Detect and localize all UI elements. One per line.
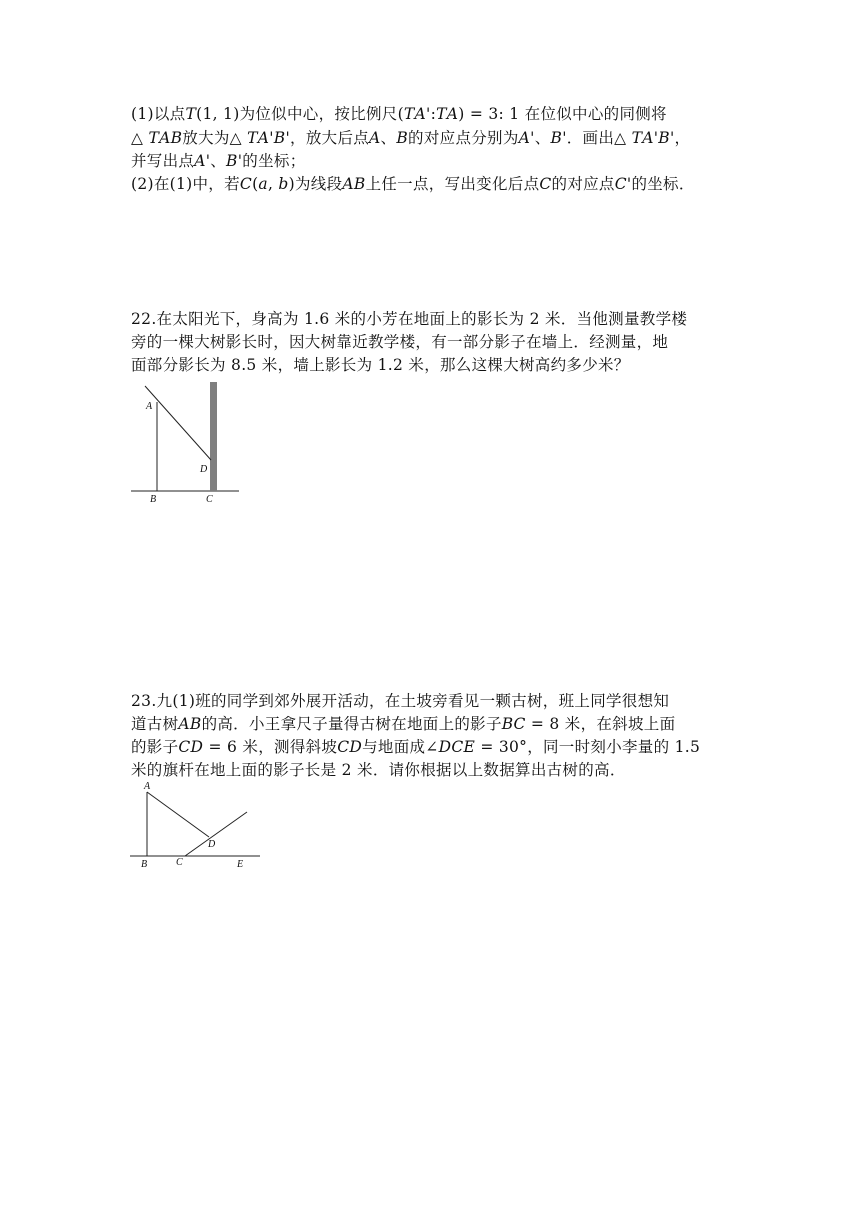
q22-wall: [210, 382, 217, 491]
q23-line-2: 道古树𝐴𝐵的高．小王拿尺子量得古树在地面上的影子𝐵𝐶 = 8 米，在斜坡上面: [131, 715, 676, 733]
q22-label-a: A: [146, 401, 153, 412]
q23-label-d: D: [208, 839, 216, 850]
q23-label-c: C: [176, 857, 183, 868]
q22-label-d: D: [200, 464, 208, 475]
q23-figure: [125, 780, 265, 872]
q23-line-4: 米的旗杆在地上面的影子长是 2 米．请你根据以上数据算出古树的高．: [131, 761, 626, 779]
q21-line-3: 并写出点𝐴'、𝐵'的坐标；: [131, 152, 306, 170]
q21-line-1: (1)以点𝑇(1, 1)为位似中心，按比例尺(𝑇𝐴':𝑇𝐴) = 3: 1 在位似中心的同侧将: [131, 105, 667, 123]
q22-label-c: C: [206, 494, 213, 505]
q23-sun-ray: [147, 792, 209, 837]
q23-label-b: B: [141, 859, 148, 870]
q23-label-e: E: [237, 859, 244, 870]
q22-line-1: 22.在太阳光下，身高为 1.6 米的小芳在地面上的影长为 2 米．当他测量教学楼: [131, 310, 688, 328]
q23-line-3: 的影子𝐶𝐷 = 6 米，测得斜坡𝐶𝐷与地面成∠𝐷𝐶𝐸 = 30°，同一时刻小李量的 1.5: [131, 738, 701, 756]
q22-line-3: 面部分影长为 8.5 米，墙上影长为 1.2 米，那么这棵大树高约多少米？: [131, 356, 630, 374]
q22-figure: [125, 380, 245, 510]
q23-line-1: 23.九(1)班的同学到郊外展开活动，在土坡旁看见一颗古树，班上同学很想知: [131, 692, 670, 710]
q22-line-2: 旁的一棵大树影长时，因大树靠近教学楼，有一部分影子在墙上．经测量，地: [131, 333, 669, 351]
q21-line-2: △ 𝑇𝐴𝐵放大为△ 𝑇𝐴'𝐵'，放大后点𝐴、𝐵的对应点分别为𝐴'、𝐵'．画出△ 𝑇𝐴'𝐵'，: [131, 129, 691, 147]
q22-sun-ray: [145, 386, 211, 460]
q23-slope-line: [185, 812, 247, 856]
q21-line-4: (2)在(1)中，若𝐶(𝑎, 𝑏)为线段𝐴𝐵上任一点，写出变化后点𝐶的对应点𝐶'的坐标．: [131, 175, 695, 193]
q23-label-a: A: [144, 781, 151, 792]
q22-label-b: B: [150, 494, 157, 505]
